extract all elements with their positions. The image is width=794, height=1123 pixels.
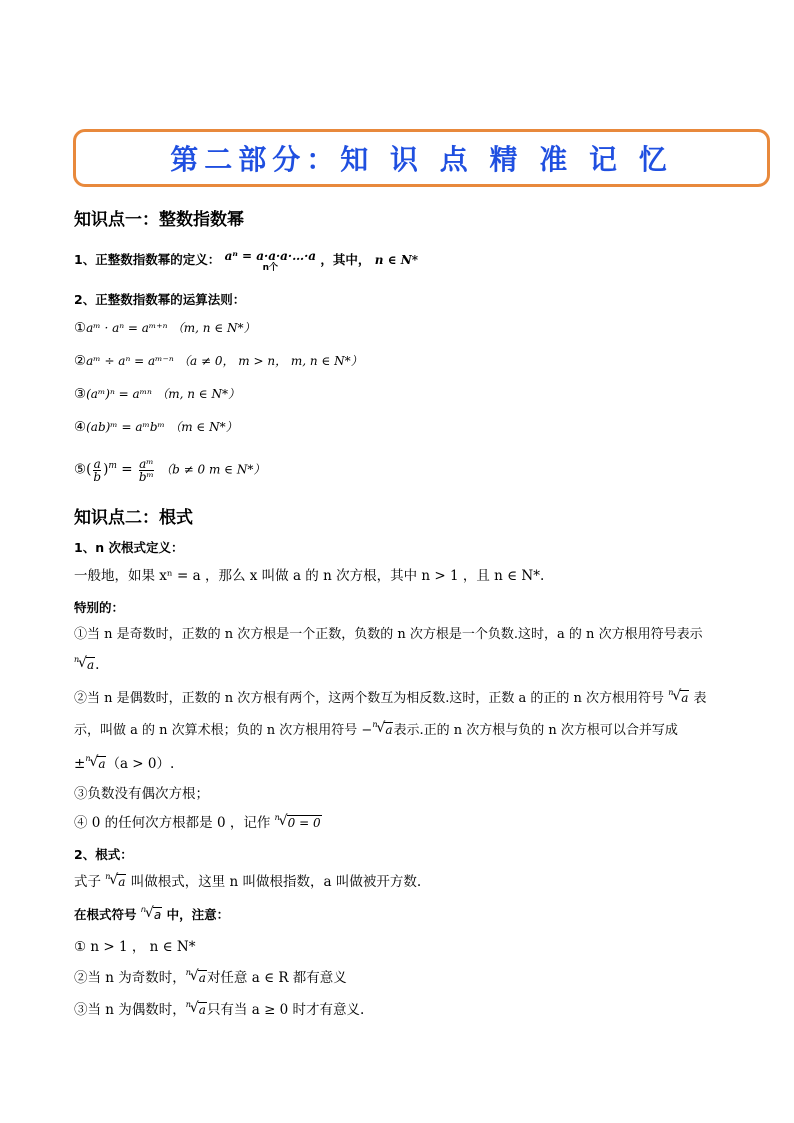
def-formula-group bbox=[225, 250, 317, 274]
def-mid: ，其中， bbox=[320, 252, 371, 267]
rule-2 bbox=[74, 351, 363, 371]
fraction-ambm bbox=[139, 458, 154, 483]
radicand: a bbox=[198, 1003, 206, 1017]
frac-num: a bbox=[93, 456, 101, 471]
nth-root bbox=[186, 1000, 207, 1020]
section-title-box bbox=[73, 129, 770, 187]
page-title: 第二部分：知 识 点 精 准 记 忆 bbox=[170, 143, 673, 176]
root-index: n bbox=[185, 1000, 191, 1009]
special-2-line1 bbox=[74, 688, 707, 709]
nth-root bbox=[85, 754, 106, 774]
nth-root bbox=[105, 872, 126, 892]
rule-5: ⑤( $\frac{a}{b}$ )$^m$ = $\frac{\text{aᵐ}}{\text{bᵐ}}$ （b ≠ 0 m ∈ N*） bbox=[74, 456, 266, 484]
rule-num: ⑤ bbox=[74, 461, 87, 478]
rule-cond: （a ≠ 0， m > n， m, n ∈ N*） bbox=[178, 354, 363, 368]
nth-root bbox=[141, 905, 162, 925]
text: ②当 n 是偶数时，正数的 n 次方根有两个，这两个数互为相反数.这时，正数 a 的正的 n 次方根用符号 bbox=[74, 691, 665, 706]
note-2 bbox=[74, 968, 347, 988]
text: 叫做根式，这里 n 叫做根指数，a 叫做被开方数. bbox=[130, 874, 422, 890]
radicand: a bbox=[198, 971, 206, 985]
rule-cond: （m ∈ N*） bbox=[169, 420, 238, 434]
rule-formula: (aᵐ)ⁿ = aᵐⁿ bbox=[86, 387, 152, 401]
note-1: ① n > 1 ， n ∈ N* bbox=[74, 939, 196, 955]
radical-sign: √ bbox=[189, 1000, 199, 1016]
text: （a > 0）. bbox=[106, 756, 175, 772]
rule-num: ② bbox=[74, 353, 87, 369]
root-index: n bbox=[274, 813, 280, 822]
special-label: 特别的： bbox=[74, 600, 125, 615]
rule-cond: （b ≠ 0 m ∈ N*） bbox=[160, 462, 266, 477]
rule-num: ① bbox=[74, 320, 87, 336]
radical-sign: √ bbox=[78, 655, 87, 671]
radicand: a bbox=[98, 757, 106, 771]
radicand: a bbox=[385, 723, 393, 737]
frac-num: aᵐ bbox=[139, 456, 154, 471]
special-1-line1: ①当 n 是奇数时，正数的 n 次方根是一个正数，负数的 n 次方根是一个负数.这时，a 的 n 次方根用符号表示 bbox=[74, 627, 703, 642]
period: . bbox=[95, 657, 100, 673]
root-index: n bbox=[185, 968, 191, 977]
text: ④ 0 的任何次方根都是 0 ，记作 bbox=[74, 815, 271, 831]
rule-cond: （m, n ∈ N*） bbox=[171, 321, 256, 335]
note-3 bbox=[74, 1000, 364, 1020]
nth-root bbox=[186, 968, 207, 988]
root-index: n bbox=[668, 688, 674, 697]
nth-root bbox=[275, 813, 322, 833]
def2-label: 2、根式： bbox=[74, 847, 133, 862]
root-index: n bbox=[372, 720, 378, 729]
radicand: 0 = 0 bbox=[287, 816, 321, 830]
text: ③当 n 为偶数时， bbox=[74, 1002, 186, 1018]
nth-root bbox=[372, 720, 393, 740]
radical-sign: √ bbox=[89, 754, 99, 770]
radicand: a bbox=[153, 908, 162, 922]
def2-text bbox=[74, 872, 421, 892]
def1-label: 1、n 次根式定义： bbox=[74, 540, 184, 555]
radicand: a bbox=[681, 691, 689, 705]
rule-num: ③ bbox=[74, 386, 87, 402]
note-line bbox=[74, 905, 229, 925]
rules-label: 2、正整数指数幂的运算法则： bbox=[74, 292, 246, 307]
text: 表 bbox=[693, 691, 707, 706]
rule-num: ④ bbox=[74, 419, 87, 435]
def-formula: aⁿ = a·a·a·…·a bbox=[224, 249, 317, 263]
text: ± bbox=[74, 756, 86, 772]
special-2-line3 bbox=[74, 754, 174, 774]
def-cond: n ∈ N* bbox=[374, 253, 419, 267]
special-4 bbox=[74, 813, 322, 833]
def-line bbox=[74, 250, 418, 274]
def1-text: 一般地，如果 xⁿ = a ，那么 x 叫做 a 的 n 次方根，其中 n > 1 ，且 n ∈ N*. bbox=[74, 568, 545, 584]
radical-sign: √ bbox=[278, 813, 288, 829]
rule-formula: aᵐ · aⁿ = aᵐ⁺ⁿ bbox=[86, 321, 168, 335]
special-2-line2 bbox=[74, 720, 678, 741]
nth-root bbox=[74, 655, 95, 675]
def-label: 1、正整数指数幂的定义： bbox=[74, 252, 221, 267]
rule-4 bbox=[74, 417, 238, 437]
text: 表示.正的 n 次方根与负的 n 次方根可以合并写成 bbox=[393, 723, 678, 738]
root-index: n bbox=[85, 754, 91, 763]
def-under-label: n个 bbox=[262, 263, 279, 273]
special-1-line2 bbox=[74, 655, 99, 675]
text: 对任意 a ∈ R 都有意义 bbox=[206, 970, 347, 986]
frac-den: bᵐ bbox=[138, 469, 154, 484]
rule-1 bbox=[74, 318, 256, 338]
radical-sign: √ bbox=[189, 968, 199, 984]
section1-title: 知识点一：整数指数幂 bbox=[74, 210, 244, 230]
radical-sign: √ bbox=[109, 872, 119, 888]
text: 只有当 a ≥ 0 时才有意义. bbox=[206, 1002, 365, 1018]
radicand: a bbox=[118, 875, 126, 889]
rule-eq: = bbox=[121, 461, 133, 478]
rule-3 bbox=[74, 384, 240, 404]
root-index: n bbox=[140, 905, 146, 914]
special-3: ③负数没有偶次方根； bbox=[74, 786, 209, 802]
text: 在根式符号 bbox=[74, 907, 137, 922]
text: 中，注意： bbox=[166, 907, 230, 922]
fraction-ab bbox=[93, 458, 101, 483]
root-index: n bbox=[105, 872, 111, 881]
rule-formula: (ab)ᵐ = aᵐbᵐ bbox=[86, 420, 165, 434]
radical-sign: √ bbox=[144, 905, 154, 921]
text: 式子 bbox=[74, 874, 101, 890]
text: ②当 n 为奇数时， bbox=[74, 970, 186, 986]
section2-title: 知识点二：根式 bbox=[74, 508, 193, 528]
radical-sign: √ bbox=[376, 720, 386, 736]
text: 示，叫做 a 的 n 次算术根；负的 n 次方根用符号 − bbox=[74, 723, 373, 738]
frac-den: b bbox=[93, 469, 102, 484]
rule-formula: aᵐ ÷ aⁿ = aᵐ⁻ⁿ bbox=[86, 354, 174, 368]
radical-sign: √ bbox=[672, 688, 682, 704]
rule-cond: （m, n ∈ N*） bbox=[156, 387, 240, 401]
nth-root bbox=[668, 688, 689, 708]
radicand: a bbox=[87, 658, 95, 672]
root-index: n bbox=[74, 655, 80, 664]
